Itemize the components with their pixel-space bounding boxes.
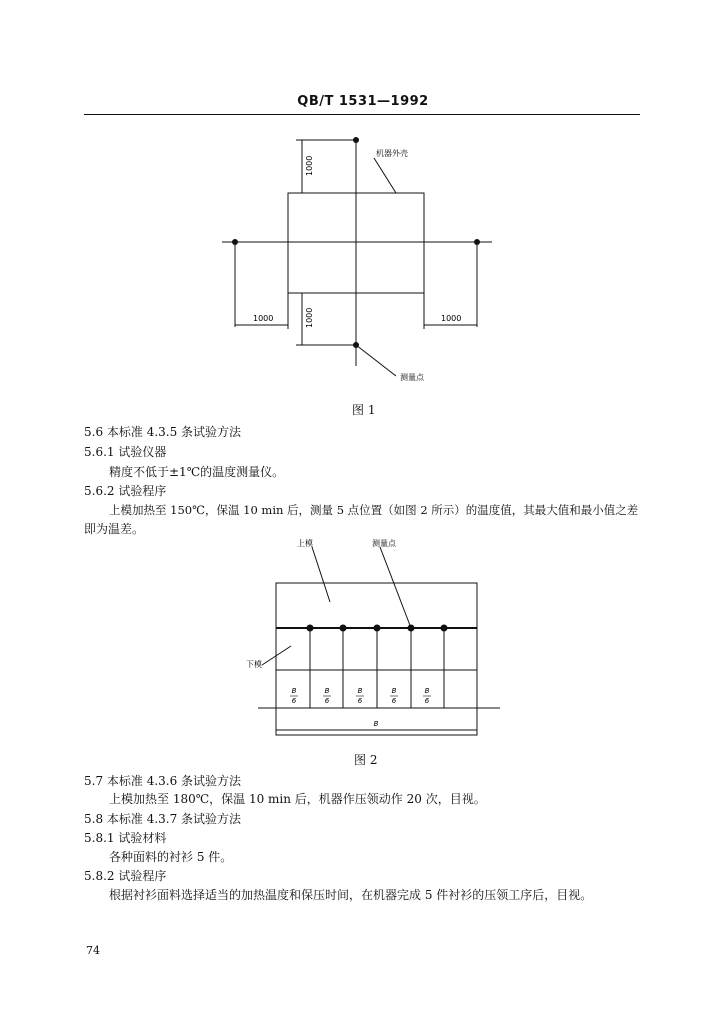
fig2-frac-den: 6: [291, 697, 297, 705]
fig2-point-3: [374, 625, 381, 632]
fig2-frac-den: 6: [424, 697, 430, 705]
fig2-frac-den: 6: [324, 697, 330, 705]
section-5-6-heading: 5.6 本标准 4.3.5 条试验方法: [84, 425, 242, 439]
fig1-label-point: 测量点: [400, 373, 424, 382]
fig2-frac-den: 6: [357, 697, 363, 705]
page-number: 74: [86, 944, 100, 957]
fig2-label-upper: 上模: [297, 539, 313, 548]
section-5-8-1-heading: 5.8.1 试验材料: [84, 831, 167, 845]
section-5-8-heading: 5.8 本标准 4.3.7 条试验方法: [84, 812, 242, 826]
fig2-frac-num: B: [424, 687, 430, 695]
fig1-label-housing: 机器外壳: [376, 149, 408, 158]
fig2-frac-num: B: [291, 687, 297, 695]
figure-1-caption: 图 1: [352, 403, 376, 417]
fig2-point-2: [340, 625, 347, 632]
section-5-7-text: 上模加热至 180℃，保温 10 min 后，机器作压领动作 20 次，目视。: [109, 792, 486, 806]
fig2-point-4: [408, 625, 415, 632]
figure-1-diagram: [0, 0, 726, 420]
fig2-label-point: 测量点: [372, 539, 396, 548]
fig1-dim-top: 1000: [305, 155, 314, 176]
section-5-6-2-text-2: 即为温差。: [84, 522, 145, 536]
section-5-7-heading: 5.7 本标准 4.3.6 条试验方法: [84, 774, 242, 788]
fig2-point-5: [441, 625, 448, 632]
fig1-dim-bottom: 1000: [305, 307, 314, 328]
measure-point-top: [353, 137, 359, 143]
figure-2-caption: 图 2: [354, 753, 378, 767]
section-5-6-2-heading: 5.6.2 试验程序: [84, 484, 167, 498]
section-5-8-2-text: 根据衬衫面料选择适当的加热温度和保压时间，在机器完成 5 件衬衫的压领工序后，目视。: [109, 888, 593, 902]
section-5-6-1-text: 精度不低于±1℃的温度测量仪。: [109, 465, 285, 479]
fig2-total-label: B: [373, 720, 379, 728]
fig2-tick-lines: [310, 628, 444, 708]
fig1-dim-left: 1000: [253, 314, 274, 323]
measure-point-right: [474, 239, 480, 245]
fig2-frac-num: B: [357, 687, 363, 695]
measure-point-left: [232, 239, 238, 245]
section-5-8-1-text: 各种面料的衬衫 5 件。: [109, 850, 233, 864]
fig1-dim-right: 1000: [441, 314, 462, 323]
section-5-6-2-text-1: 上模加热至 150℃，保温 10 min 后，测量 5 点位置（如图 2 所示）的温度值，其最大值和最小值之差: [109, 503, 639, 517]
section-5-8-2-heading: 5.8.2 试验程序: [84, 869, 167, 883]
fig2-frac-num: B: [324, 687, 330, 695]
fig2-label-lower: 下模: [246, 660, 262, 669]
fig2-point-1: [307, 625, 314, 632]
fig2-frac-num: B: [391, 687, 397, 695]
measure-point-bottom: [353, 342, 359, 348]
section-5-6-1-heading: 5.6.1 试验仪器: [84, 445, 167, 459]
fig2-frac-den: 6: [391, 697, 397, 705]
mold-frame: [276, 583, 477, 735]
standard-code-header: QB/T 1531—1992: [297, 94, 429, 109]
